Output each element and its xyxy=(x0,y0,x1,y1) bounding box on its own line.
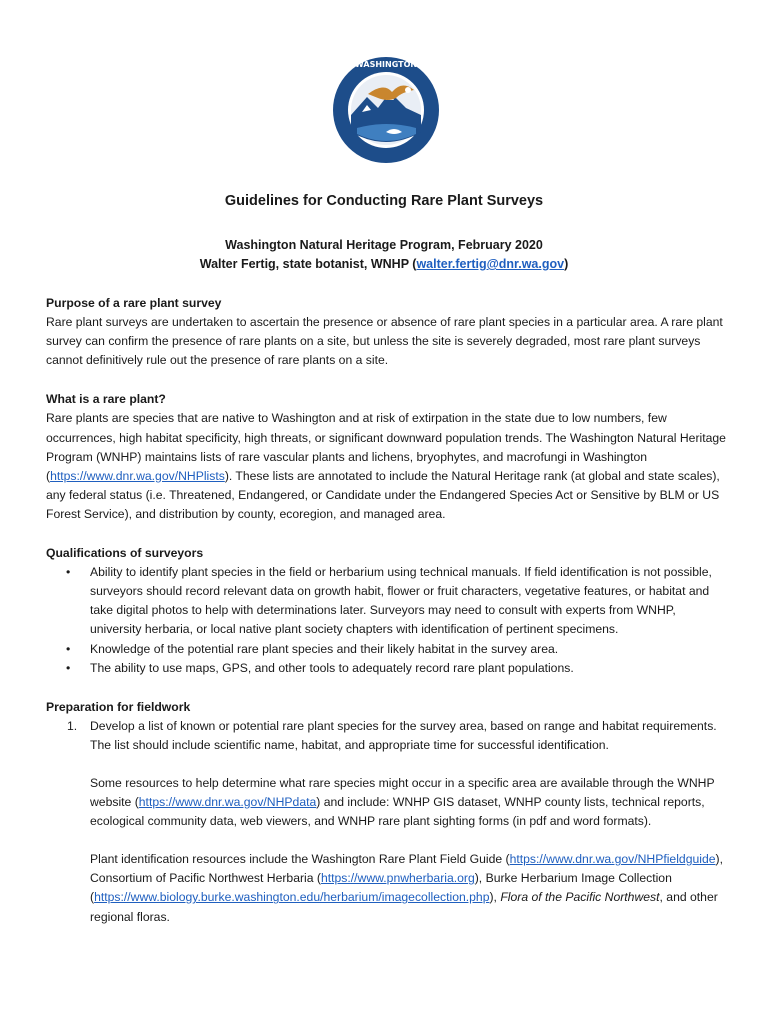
id-text-d: ), xyxy=(489,890,501,905)
list-item: • Ability to identify plant species in the field or herbarium using technical manuals. If field identification is not possible, surveyors should record relevant data on growth habit, flower or fruit characters, vegetative features, or habitat and take digital photos to help with determinations later. Surveyors may need to consult with experts from WNHP, university herbaria, or local native plant society chapters with identification of pertinent specimens. xyxy=(90,563,726,639)
preparation-heading: Preparation for fieldwork xyxy=(46,699,191,714)
id-text-a: Plant identification resources include the Washington Rare Plant Field Guide ( xyxy=(90,852,510,867)
email-link[interactable]: walter.fertig@dnr.wa.gov xyxy=(416,257,565,271)
item-number: 1. xyxy=(67,718,78,733)
program-subtitle: Washington Natural Heritage Program, February 2020 xyxy=(225,238,543,252)
wa-dnr-seal-logo xyxy=(332,52,440,168)
fieldguide-link[interactable]: https://www.dnr.wa.gov/NHPfieldguide xyxy=(509,852,716,867)
author-line xyxy=(0,257,768,271)
preparation-list xyxy=(46,717,726,927)
id-text-b: ), Consortium of Pacific Northwest Herbaria ( xyxy=(90,852,723,886)
qualifications-list xyxy=(46,563,726,678)
list-item: • The ability to use maps, GPS, and other tools to adequately record rare plant populations. xyxy=(90,659,726,678)
document-body xyxy=(46,294,726,927)
id-text-e: , and other regional floras. xyxy=(90,890,718,924)
what-is-text-b: ). These lists are annotated to include the Natural Heritage rank (at global and state scales), any federal status (i.e. Threatened, Endangered, or Candidate under the Endangered Species Act or Sensitive by BLM or US Forest Service), and distribution by county, ecoregion, and managed area. xyxy=(46,468,720,521)
what-is-paragraph xyxy=(46,409,726,524)
nhplists-link[interactable]: https://www.dnr.wa.gov/NHPlists xyxy=(50,468,225,483)
identification-paragraph xyxy=(90,850,726,926)
nhpdata-link[interactable]: https://www.dnr.wa.gov/NHPdata xyxy=(138,795,317,810)
pnwherbaria-link[interactable]: https://www.pnwherbaria.org xyxy=(320,871,475,886)
what-is-text-a: Rare plants are species that are native to Washington and at risk of extirpation in the state due to low numbers, few occurrences, high habitat specificity, high threats, or significant downward population trends. The Washington Natural Heritage Program (WNHP) maintains lists of rare vascular plants and lichens, bryophytes, and macrofungi in Washington ( xyxy=(46,411,726,483)
list-item: • Knowledge of the potential rare plant species and their likely habitat in the survey area. xyxy=(90,640,726,659)
what-is-heading: What is a rare plant? xyxy=(46,392,166,407)
burke-herbarium-link[interactable]: https://www.biology.burke.washington.edu/herbarium/imagecollection.php xyxy=(94,890,490,905)
preparation-item-text: Develop a list of known or potential rare plant species for the survey area, based on range and habitat requirements. The list should include scientific name, habitat, and appropriate time for successful identification. xyxy=(90,718,717,752)
qualifications-heading: Qualifications of surveyors xyxy=(46,546,204,561)
id-text-c: ), Burke Herbarium Image Collection ( xyxy=(90,871,672,905)
purpose-heading: Purpose of a rare plant survey xyxy=(46,296,222,310)
author-suffix: ) xyxy=(564,257,569,271)
purpose-paragraph: Rare plant surveys are undertaken to ascertain the presence or absence of rare plant species in a particular area. A rare plant survey can confirm the presence of rare plants on a site, but unless the site is severely degraded, most rare plant surveys cannot definitively rule out the presence of rare plants on a site. xyxy=(46,315,723,368)
resources-text-b: ) and include: WNHP GIS dataset, WNHP county lists, technical reports, ecological community data, web viewers, and WNHP rare plant sighting forms (in pdf and word formats). xyxy=(90,795,705,829)
list-item xyxy=(67,717,726,927)
author-prefix: Walter Fertig, state botanist, WNHP ( xyxy=(199,257,417,271)
logo-text-top: WASHINGTON xyxy=(354,60,418,69)
resources-text-a: Some resources to help determine what rare species might occur in a specific area are available through the WNHP website ( xyxy=(90,775,715,810)
resources-paragraph xyxy=(90,774,726,831)
document-title: Guidelines for Conducting Rare Plant Surveys xyxy=(224,193,544,209)
flora-title: Flora of the Pacific Northwest xyxy=(500,890,660,905)
